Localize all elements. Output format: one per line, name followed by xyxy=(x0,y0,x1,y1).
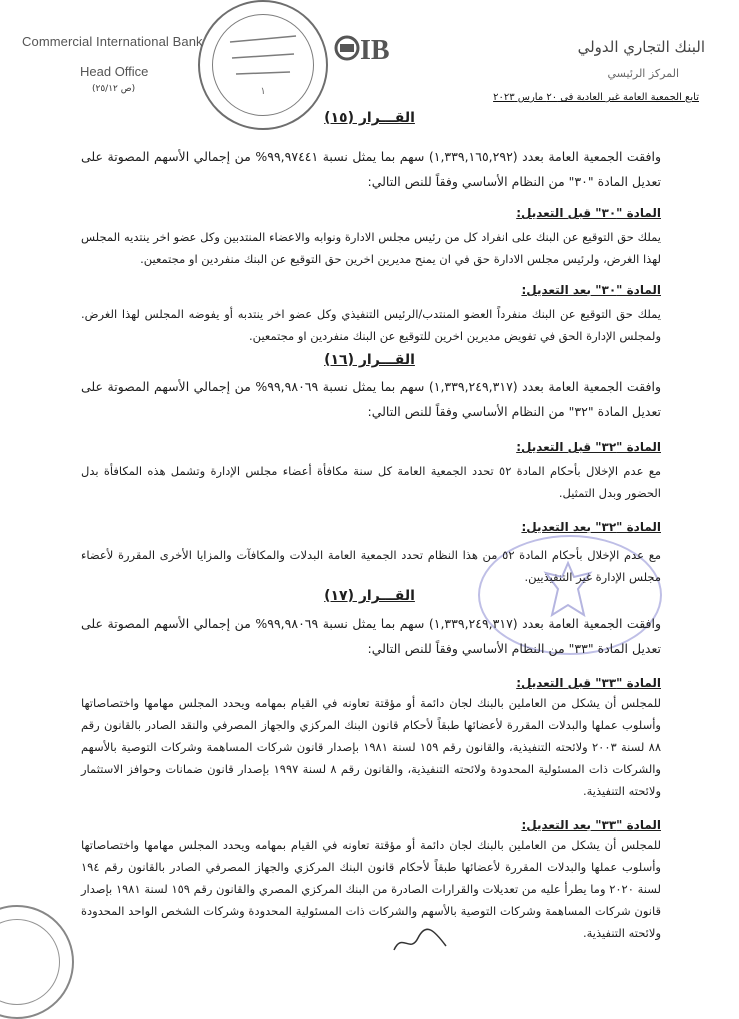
article-33-after-heading: المادة "٣٣" بعد التعديل: xyxy=(521,818,661,832)
decision-17-intro: وافقت الجمعية العامة بعدد (١,٣٣٩,٢٤٩,٣١٧) سهم بما يمثل نسبة ٩٩,٩٨٠٦٩% من إجمالي الأسهم المصوتة على تعديل المادة "٣٣" من النظام الأساسي وفقاً للنص التالي: xyxy=(81,616,662,656)
law-firm-stamp xyxy=(0,905,74,1019)
article-30-before-heading: المادة "٣٠" قبل التعديل: xyxy=(516,206,661,220)
english-head-office: Head Office xyxy=(80,64,149,79)
article-33-after-text: للمجلس أن يشكل من العاملين بالبنك لجان دائمة أو مؤقتة تعاونه في القيام بمهامه ويحدد المجلس مهامها واختصاصاتها وأسلوب عملها والبدلات المقررة لأعضائها طبقاً لأحكام قانون البنك المركزي والجهاز المصرفي الصادر بالقانون رقم ١٩٤ لسنة ٢٠٢٠ وما يطرأ عليه من تعديلات والقرارات الصادرة من البنك المركزي المصري والقانون رقم ١٥٩ لسنة ١٩٨١ بإصدار قانون شركات المساهمة وشركات التوصية بالأسهم والشركات ذات المسئولية المحدودة وشركات الشخص الواحد المحدودة ولائحته التنفيذية. xyxy=(81,838,662,940)
article-32-after-heading: المادة "٣٢" بعد التعديل: xyxy=(521,520,661,534)
decision-16-intro: وافقت الجمعية العامة بعدد (١,٣٣٩,٢٤٩,٣١٧) سهم بما يمثل نسبة ٩٩,٩٨٠٦٩% من إجمالي الأسهم المصوتة على تعديل المادة "٣٢" من النظام الأساسي وفقاً للنص التالي: xyxy=(81,379,662,419)
decision-15-title: القـــرار (١٥) xyxy=(324,110,415,126)
article-32-after-text: مع عدم الإخلال بأحكام المادة ٥٢ من هذا النظام تحدد الجمعية العامة البدلات والمكافآت والمزايا الأخرى المقررة لأعضاء مجلس الإدارة غير التنفيذيين. xyxy=(81,548,661,584)
article-30-after-heading: المادة "٣٠" بعد التعديل: xyxy=(521,283,661,297)
article-33-before-heading: المادة "٣٣" قبل التعديل: xyxy=(516,676,661,690)
decision-15-intro: وافقت الجمعية العامة بعدد (١,٣٣٩,١٦٥,٢٩٢) سهم بما يمثل نسبة ٩٩,٩٧٤٤١% من إجمالي الأسهم المصوتة على تعديل المادة "٣٠" من النظام الأساسي وفقاً للنص التالي: xyxy=(81,149,662,189)
arabic-bank-name: البنك التجاري الدولي xyxy=(577,38,705,56)
decision-17-title: القـــرار (١٧) xyxy=(324,588,415,604)
decision-16-title: القـــرار (١٦) xyxy=(324,352,415,368)
article-30-before-text: يملك حق التوقيع عن البنك على انفراد كل من رئيس مجلس الادارة ونوابه والاعضاء المنتدبين وكل عضو اخر ينتديه المجلس لهذا الغرض، ولرئيس مجلس الادارة حق في ان يمنح مديرين اخرين حق التوقيع عن البنك منفردين او مجتمعين. xyxy=(81,230,661,266)
cib-logo xyxy=(334,30,400,66)
article-30-after-text: يملك حق التوقيع عن البنك منفرداً العضو المنتدب/الرئيس التنفيذي وكل عضو اخر ينتدبه أو يفوضه المجلس لهذا الغرض. ولمجلس الإدارة الحق في تفويض مديرين اخرين للتوقيع عن البنك منفردين او مجتمعين. xyxy=(81,307,661,343)
article-33-before-text: للمجلس أن يشكل من العاملين بالبنك لجان دائمة أو مؤقتة تعاونه في القيام بمهامه ويحدد المجلس مهامها واختصاصاتها وأسلوب عملها والبدلات المقررة لأعضائها طبقاً لأحكام قانون البنك المركزي والجهاز المصرفي والنقد الصادر بالقانون رقم ٨٨ لسنة ٢٠٠٣ ولائحته التنفيذية، والقانون رقم ١٥٩ لسنة ١٩٨١ بإصدار قانون شركات المساهمة وشركات التوصية بالأسهم والشركات ذات المسئولية المحدودة ولائحته التنفيذية، والقانون رقم ٨ لسنة ١٩٩٧ بإصدار قانون ضمانات وحوافز الاستثمار ولائحته التنفيذية. xyxy=(81,696,661,798)
svg-text:١: ١ xyxy=(260,86,266,97)
svg-text:IB: IB xyxy=(360,35,390,66)
meeting-subtitle: تابع الجمعية العامة غير العادية فى ٢٠ مارس ٢٠٢٣ xyxy=(493,92,699,103)
article-32-before-text: مع عدم الإخلال بأحكام المادة ٥٢ تحدد الجمعية العامة كل سنة مكافأة أعضاء مجلس الإدارة وتشمل هذه المكافأة بدل الحضور وبدل التمثيل. xyxy=(81,464,661,500)
article-32-before-heading: المادة "٣٢" قبل التعديل: xyxy=(516,440,661,454)
reference-code: (ص ٢٥/١٢) xyxy=(92,84,136,94)
english-bank-name: Commercial International Bank xyxy=(22,34,203,49)
arabic-head-office: المركز الرئيسي xyxy=(607,67,679,80)
